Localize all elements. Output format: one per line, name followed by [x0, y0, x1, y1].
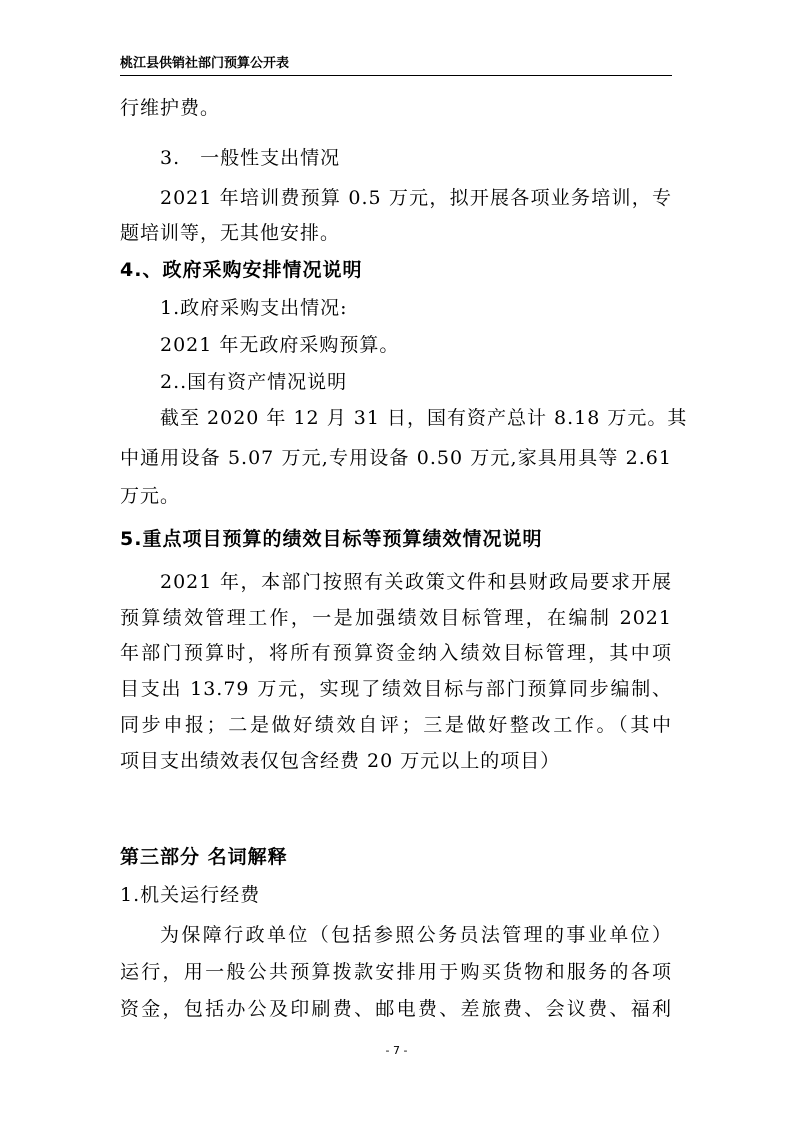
body-line: 预算绩效管理工作，一是加强绩效目标管理，在编制 2021	[120, 607, 672, 629]
body-line: 运行，用一般公共预算拨款安排用于购买货物和服务的各项	[120, 961, 672, 983]
document-header: 桃江县供销社部门预算公开表	[120, 52, 672, 76]
body-line: 2021 年培训费预算 0.5 万元，拟开展各项业务培训，专	[160, 187, 672, 209]
body-line: 中通用设备 5.07 万元,专用设备 0.50 万元,家具用具等 2.61	[120, 447, 672, 469]
body-line: 年部门预算时，将所有预算资金纳入绩效目标管理，其中项	[120, 642, 672, 664]
body-line: 项目支出绩效表仅包含经费 20 万元以上的项目）	[120, 750, 561, 772]
body-line: 2021 年，本部门按照有关政策文件和县财政局要求开展	[160, 571, 672, 593]
section-heading: 5.重点项目预算的绩效目标等预算绩效情况说明	[120, 528, 543, 550]
body-line: 为保障行政单位（包括参照公务员法管理的事业单位）	[160, 924, 672, 946]
list-item: 1.政府采购支出情况:	[160, 297, 348, 319]
body-line: 同步申报；二是做好绩效自评；三是做好整改工作。（其中	[120, 714, 672, 736]
list-item: 1.机关运行经费	[120, 884, 261, 906]
body-line: 行维护费。	[120, 97, 221, 119]
body-line: 题培训等，无其他安排。	[120, 222, 341, 244]
page-number: - 7 -	[385, 1044, 408, 1057]
body-line: 万元。	[120, 485, 181, 507]
body-line: 资金，包括办公及印刷费、邮电费、差旅费、会议费、福利	[120, 998, 672, 1020]
list-item: 3. 一般性支出情况	[160, 147, 341, 169]
section-heading: 4.、政府采购安排情况说明	[120, 259, 363, 281]
list-item: 2..国有资产情况说明	[160, 371, 348, 393]
body-line: 截至 2020 年 12 月 31 日，国有资产总计 8.18 万元。其	[160, 407, 688, 429]
part-heading: 第三部分 名词解释	[120, 846, 288, 868]
body-line: 2021 年无政府采购预算。	[160, 334, 400, 356]
body-line: 目支出 13.79 万元，实现了绩效目标与部门预算同步编制、	[120, 678, 672, 700]
